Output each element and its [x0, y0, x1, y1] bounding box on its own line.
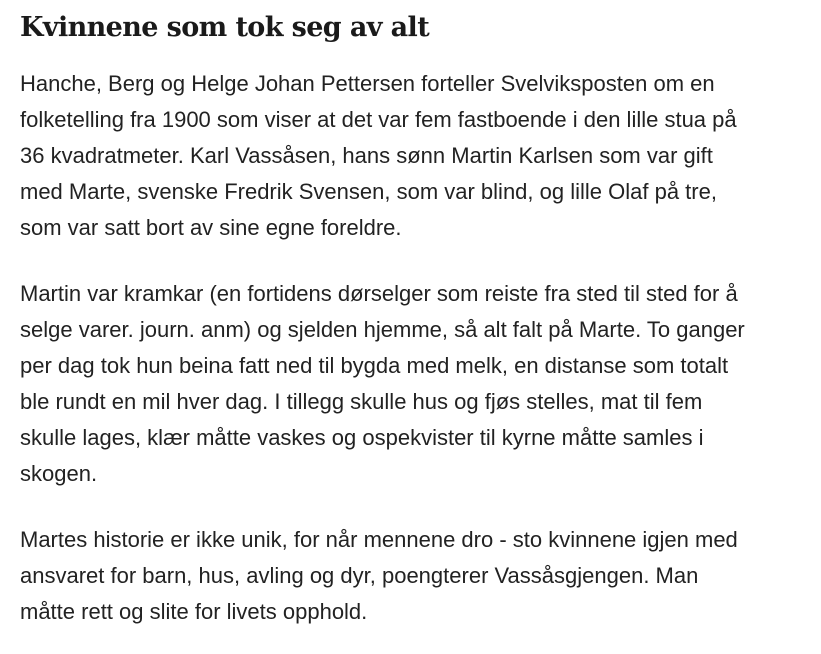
paragraph-line: per dag tok hun beina fatt ned til bygda med melk, en distanse som totalt [20, 353, 729, 378]
paragraph-line: ble rundt en mil hver dag. I tillegg skulle hus og fjøs stelles, mat til fem [20, 389, 703, 414]
paragraph-line: 36 kvadratmeter. Karl Vassåsen, hans sønn Martin Karlsen som var gift [20, 143, 713, 168]
paragraph-line: Martes historie er ikke unik, for når mennene dro - sto kvinnene igjen med [20, 527, 738, 552]
paragraph-line: folketelling fra 1900 som viser at det var fem fastboende i den lille stua på [20, 107, 737, 132]
paragraph-line: måtte rett og slite for livets opphold. [20, 599, 368, 624]
article-paragraph-1 [20, 66, 810, 246]
paragraph-line: Hanche, Berg og Helge Johan Pettersen forteller Svelviksposten om en [20, 71, 715, 96]
article [20, 8, 810, 630]
paragraph-line: ansvaret for barn, hus, avling og dyr, poengterer Vassåsgjengen. Man [20, 563, 699, 588]
paragraph-line: som var satt bort av sine egne foreldre. [20, 215, 402, 240]
article-paragraph-3 [20, 522, 810, 630]
paragraph-line: selge varer. journ. anm) og sjelden hjemme, så alt falt på Marte. To ganger [20, 317, 745, 342]
paragraph-line: med Marte, svenske Fredrik Svensen, som var blind, og lille Olaf på tre, [20, 179, 717, 204]
paragraph-line: Martin var kramkar (en fortidens dørselger som reiste fra sted til sted for å [20, 281, 738, 306]
paragraph-line: skogen. [20, 461, 98, 486]
article-paragraph-2 [20, 276, 810, 492]
paragraph-line: skulle lages, klær måtte vaskes og ospekvister til kyrne måtte samles i [20, 425, 704, 450]
article-heading: Kvinnene som tok seg av alt [20, 12, 430, 43]
